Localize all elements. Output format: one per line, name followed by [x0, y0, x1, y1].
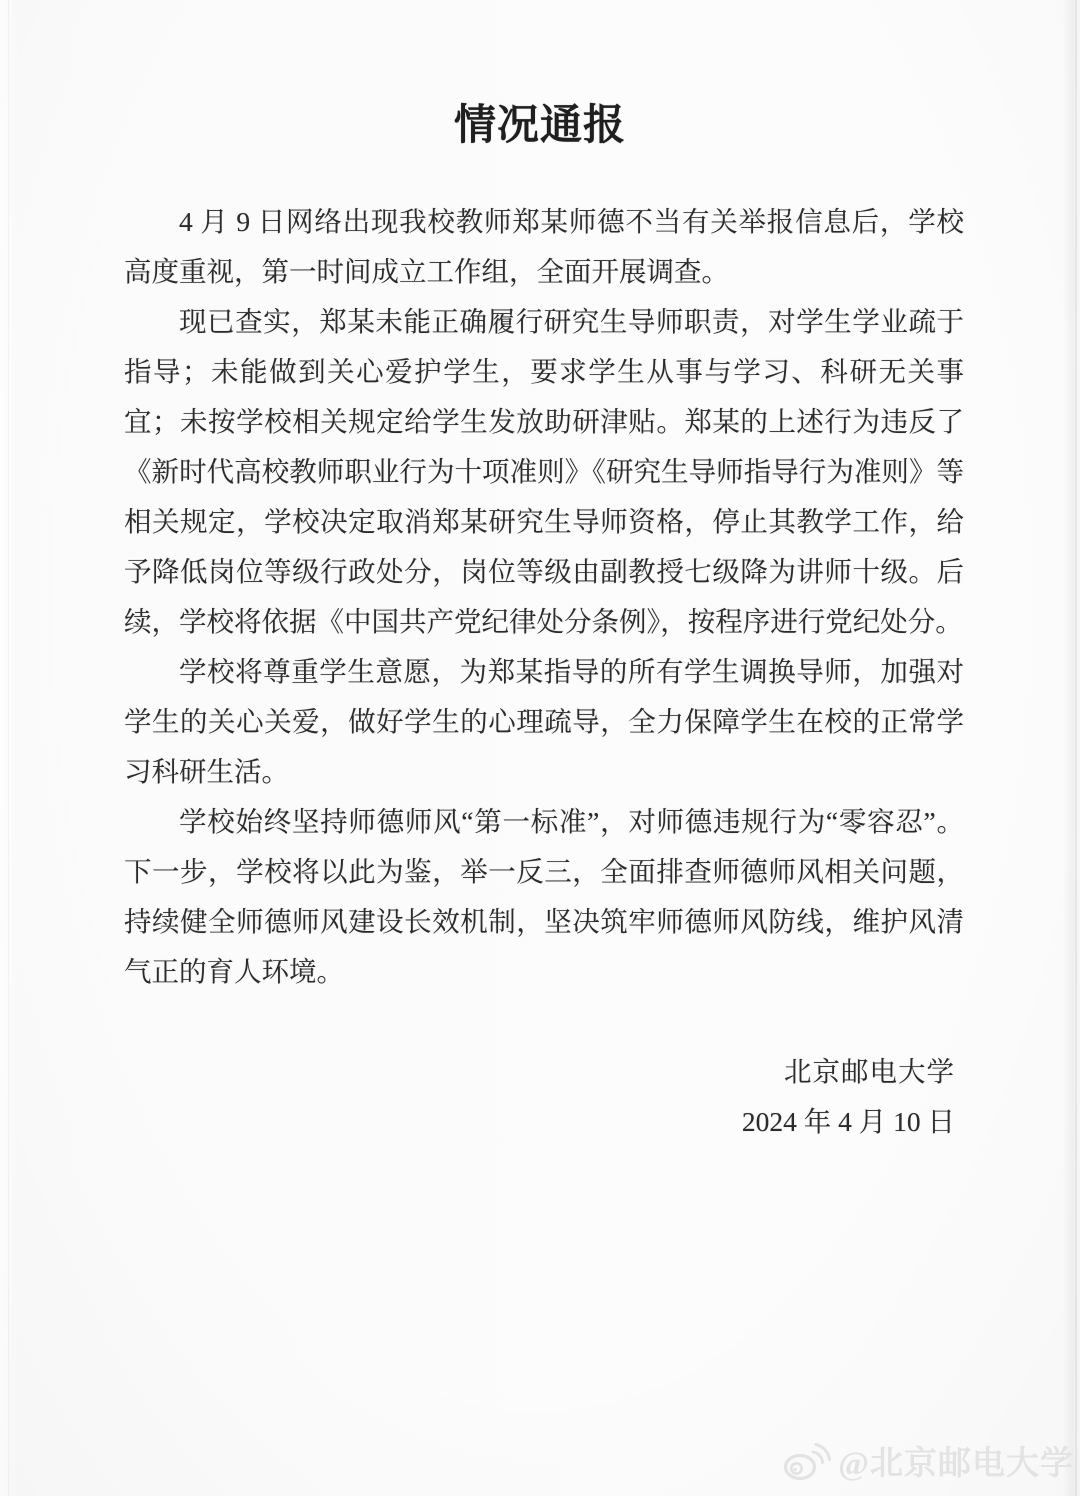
- photo-right-edge: [1075, 0, 1077, 1496]
- watermark: [783, 1437, 1074, 1484]
- signature-block: [124, 1047, 964, 1147]
- page-title: 情况通报: [453, 103, 626, 149]
- photo-left-edge: [8, 0, 9, 1496]
- watermark-text: @北京邮电大学: [838, 1446, 1074, 1482]
- paragraph: 4 月 9 日网络出现我校教师郑某师德不当有关举报信息后，学校高度重视，第一时间成立工作组，全面开展调查。: [124, 206, 964, 287]
- document-content: [124, 197, 964, 1147]
- weibo-icon: [783, 1440, 831, 1482]
- document-body: [124, 197, 964, 997]
- paragraph: 学校将尊重学生意愿，为郑某指导的所有学生调换导师，加强对学生的关心关爱，做好学生的心理疏导，全力保障学生在校的正常学习科研生活。: [124, 656, 964, 787]
- signature-date: 2024 年 4 月 10 日: [741, 1106, 955, 1137]
- signature-organization: 北京邮电大学: [784, 1056, 955, 1087]
- paragraph: 现已查实，郑某未能正确履行研究生导师职责，对学生学业疏于指导；未能做到关心爱护学生，要求学生从事与学习、科研无关事宜；未按学校相关规定给学生发放助研津贴。郑某的上述行为违反了《新时代高校教师职业行为十项准则》《研究生导师指导行为准则》等相关规定，学校决定取消郑某研究生导师资格，停止其教学工作，给予降低岗位等级行政处分，岗位等级由副教授七级降为讲师十级。后续，学校将依据《中国共产党纪律处分条例》，按程序进行党纪处分。: [124, 306, 964, 637]
- paragraph: 学校始终坚持师德师风“第一标准”，对师德违规行为“零容忍”。下一步，学校将以此为鉴，举一反三，全面排查师德师风相关问题，持续健全师德师风建设长效机制，坚决筑牢师德师风防线，维护风清气正的育人环境。: [124, 806, 964, 987]
